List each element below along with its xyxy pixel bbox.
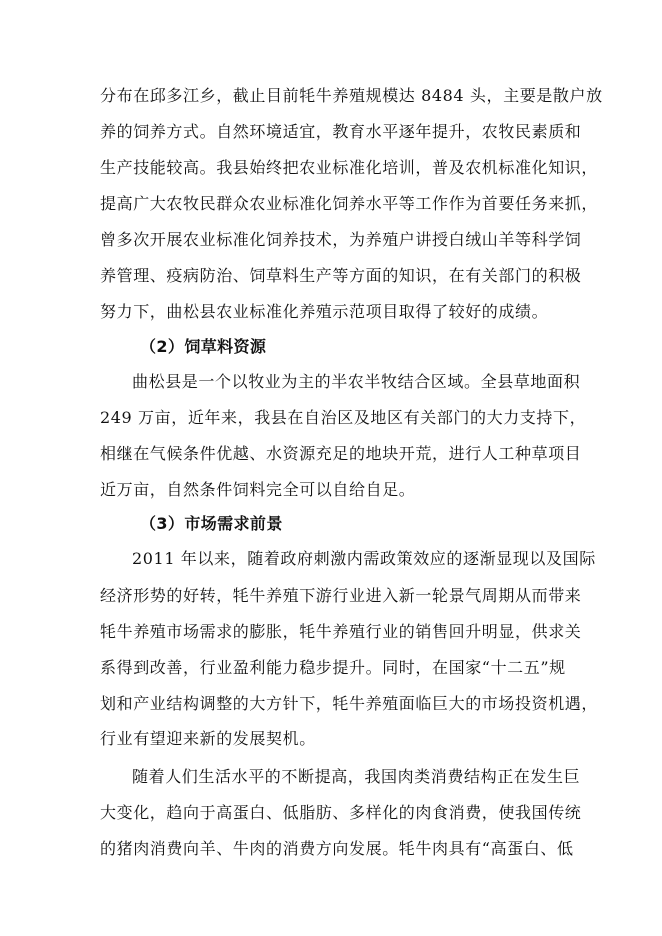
section-heading: （2）饲草料资源: [140, 337, 267, 356]
paragraph-line: 大变化，趋向于高蛋白、低脂肪、多样化的肉食消费，使我国传统: [100, 803, 582, 822]
paragraph-line: 曾多次开展农业标准化饲养技术，为养殖户讲授白绒山羊等科学饲: [100, 230, 582, 249]
paragraph-line: 曲松县是一个以牧业为主的半农半牧结合区域。全县草地面积: [132, 372, 581, 391]
paragraph-line: 生产技能较高。我县始终把农业标准化培训，普及农机标准化知识，: [100, 158, 599, 177]
paragraph-line: 经济形势的好转，牦牛养殖下游行业进入新一轮景气周期从而带来: [100, 586, 582, 605]
paragraph-line: 行业有望迎来新的发展契机。: [100, 729, 316, 748]
paragraph-line: 提高广大农牧民群众农业标准化饲养水平等工作作为首要任务来抓，: [100, 194, 599, 213]
paragraph-line: 养的饲养方式。自然环境适宜，教育水平逐年提升，农牧民素质和: [100, 122, 582, 141]
paragraph-line: 努力下，曲松县农业标准化养殖示范项目取得了较好的成绩。: [100, 302, 549, 321]
section-heading: （3）市场需求前景: [140, 514, 283, 533]
paragraph-line: 2011 年以来，随着政府刺激内需政策效应的逐渐显现以及国际: [132, 549, 596, 568]
paragraph-line: 划和产业结构调整的大方针下，牦牛养殖面临巨大的市场投资机遇，: [100, 694, 599, 713]
paragraph-line: 系得到改善，行业盈利能力稳步提升。同时，在国家“十二五”规: [100, 658, 566, 677]
paragraph-line: 分布在邱多江乡，截止目前牦牛养殖规模达 8484 头，主要是散户放: [100, 86, 603, 105]
paragraph-line: 近万亩，自然条件饲料完全可以自给自足。: [100, 480, 416, 499]
paragraph-line: 249 万亩，近年来，我县在自治区及地区有关部门的大力支持下，: [100, 408, 587, 427]
paragraph-line: 养管理、疫病防治、饲草料生产等方面的知识，在有关部门的积极: [100, 266, 582, 285]
paragraph-line: 的猪肉消费向羊、牛肉的消费方向发展。牦牛肉具有“高蛋白、低: [100, 839, 574, 858]
paragraph-line: 相继在气候条件优越、水资源充足的地块开荒，进行人工种草项目: [100, 444, 582, 463]
paragraph-line: 牦牛养殖市场需求的膨胀，牦牛养殖行业的销售回升明显，供求关: [100, 622, 582, 641]
paragraph-line: 随着人们生活水平的不断提高，我国肉类消费结构正在发生巨: [132, 767, 581, 786]
